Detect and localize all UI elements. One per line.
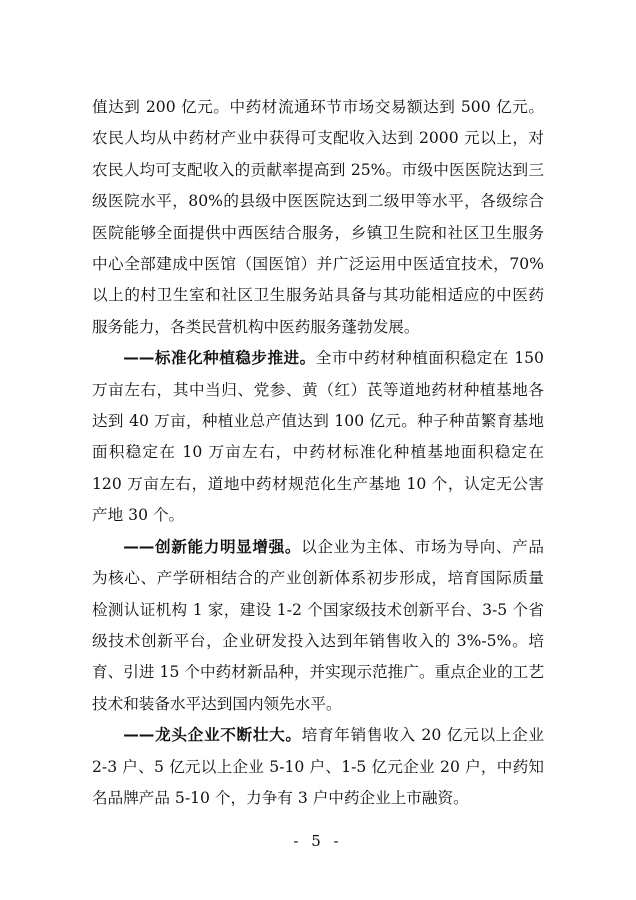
paragraph-lead-heading: ——创新能力明显增强。 (123, 537, 302, 556)
paragraph-text: 以企业为主体、市场为导向、产品为核心、产学研相结合的产业创新体系初步形成，培育国际质量检测认证机构 1 家，建设 1-2 个国家级技术创新平台、3-5 个省级技术创新平台，企业研发投入达到年销售收入的 3%-5%。培育、引进 15 个中药材新品种，并实现示范推广。重点企业的工艺技术和装备水平达到国内领先水平。 (92, 537, 544, 713)
page-number: - 5 - (293, 832, 343, 850)
paragraph-leading-enterprises (92, 720, 544, 814)
paragraph-text: 培育年销售收入 20 亿元以上企业 2-3 户、5 亿元以上企业 5-10 户、1-5 亿元企业 20 户，中药知名品牌产品 5-10 个，力争有 3 户中药企业上市融资。 (92, 726, 544, 807)
paragraph-text: 值达到 200 亿元。中药材流通环节市场交易额达到 500 亿元。农民人均从中药材产业中获得可支配收入达到 2000 元以上，对农民人均可支配收入的贡献率提高到 25%。市级中医医院达到三级医院水平，80%的县级中医医院达到二级甲等水平，各级综合医院能够全面提供中西医结合服务，乡镇卫生院和社区卫生服务中心全部建成中医馆（国医馆）并广泛运用中医适宜技术，70%以上的村卫生室和社区卫生服务站具备与其功能相适应的中医药服务能力，各类民营机构中医药服务蓬勃发展。 (92, 98, 544, 336)
paragraph-innovation-capacity (92, 532, 544, 720)
paragraph-continuation (92, 92, 544, 343)
paragraph-standardized-planting (92, 343, 544, 531)
paragraph-lead-heading: ——标准化种植稳步推进。 (123, 349, 316, 368)
document-body (92, 92, 544, 814)
paragraph-lead-heading: ——龙头企业不断壮大。 (123, 726, 302, 745)
paragraph-text: 全市中药材种植面积稳定在 150 万亩左右，其中当归、党参、黄（红）芪等道地药材种植基地各达到 40 万亩，种植业总产值达到 100 亿元。种子种苗繁育基地面积稳定在 10 万亩左右，中药材标准化种植基地面积稳定在 120 万亩左右，道地中药材规范化生产基地 10 个，认定无公害产地 30 个。 (92, 349, 544, 525)
